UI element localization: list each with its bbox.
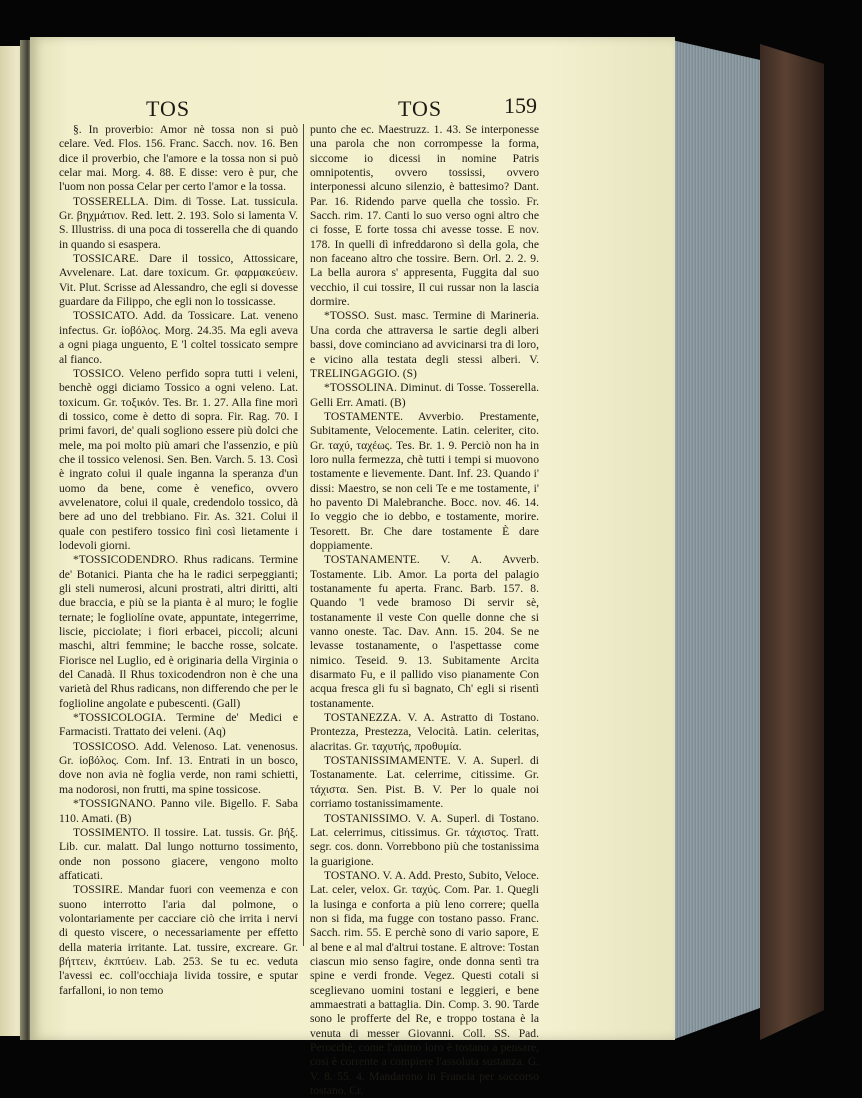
page-number: 159 <box>504 93 537 118</box>
column-divider <box>303 124 304 946</box>
book-cover <box>760 44 824 1040</box>
entry-tossicologia: *TOSSICOLOGIA. Termine de' Medici e Farmacisti. Trattato dei veleni. (Aq) <box>59 711 298 739</box>
running-head-left: TOS <box>146 96 191 121</box>
entry-tossicoso: TOSSICOSO. Add. Velenoso. Lat. venenosus. Gr. ἰοβόλος. Com. Inf. 13. Entrati in un bosco, dove non avia nè foglia verde, non rami schietti, ma nodorosi, non frutti, ma spine tossicose. <box>59 739 298 796</box>
entry-tostanezza: TOSTANEZZA. V. A. Astratto di Tostano. Prontezza, Prestezza, Velocità. Latin. celeritas, alacritas. Gr. ταχυτής, προθυμία. <box>310 711 539 753</box>
entry-tostanissimo: TOSTANISSIMO. V. A. Superl. di Tostano. Lat. celerrimus, citissimus. Gr. τάχιστος. Tratt. segr. cos. donn. Vorrebbono più che tostanissima la guarigione. <box>310 811 539 868</box>
entry-tostano: TOSTANO. V. A. Add. Presto, Subito, Veloce. Lat. celer, velox. Gr. ταχύς. Com. Par. 1. Quegli la lusinga e conforta a più leno correre; quella non si fida, ma fugge con tostano passo. Franc. Sacch. rim. 55. E perchè sono di vario sapore, E al bene e al mal d'altrui tostane. E altrove: Tostan ciascun mio senso fagire, onde donna sentì tra spine e verdi fronde. Vegez. Questi cotali si sceglievano uomini tostani e leggieri, e bene ammaestrati a battaglia. Din. Comp. 3. 90. Tarde sono le profferte del Re, e troppo tostana è la venuta di messer Giovanni. Coll. SS. Pad. Perocchè, come l'animo loro è tostano a pensare, così è corrente a compiere l'assoluta sustanza. G. V. 8. 55. 4. Mandarono in Francia per soccorso tostano. Cr. <box>310 868 539 1098</box>
entry-continuation: punto che ec. Maestruzz. 1. 43. Se interponesse una parola che non corrompesse la forma, siccome io dicessi in nomine Patris omnipotentis, ovvero tossissi, ovvero interponessi alcuno silenzio, è battesimo? Dant. Par. 16. Ridendo parve quella che tossìo. Fr. Sacch. rim. 17. Canti lo suo verso ogni altro che ci fosse, E forte tossa chi avesse tosse. E nov. 178. In quelli dì infreddarono sì della gola, che non faceano altro che tossire. Bern. Orl. 2. 2. 9. La bella aurora s' appresenta, Fuggita dal suo vecchio, il cui tossire, Il cui russar non la lascia dormire. <box>310 123 539 309</box>
right-column <box>310 123 539 1098</box>
entry-tossolina: *TOSSOLINA. Diminut. di Tosse. Tosserella. Gelli Err. Amati. (B) <box>310 381 539 409</box>
entry-tosserella: TOSSERELLA. Dim. di Tosse. Lat. tussicula. Gr. βηχμάτιον. Red. lett. 2. 193. Solo si lamenta V. S. Illustriss. di una poca di tosserella che di quando in quando si esaspera. <box>59 194 298 251</box>
entry-tossico: TOSSICO. Veleno perfido sopra tutti i veleni, benchè oggi diciamo Tossico a ogni veleno. Lat. toxicum. Gr. τοξικόν. Tes. Br. 1. 27. Alla fine morì di tossico, come è detto di sopra. Fir. Rag. 70. I primi favori, de' quali sogliono essere più dolci che mele, ma poi molto più amari che l'assenzio, e più che il tossico velenosi. Sen. Ben. Varch. 5. 13. Così è ingrato colui il quale inganna la speranza d'un uomo da bene, come è venefico, ovvero avvelenatore, colui il quale, credendolo tossico, dà bere ad uno del trebbiano. Fir. As. 321. Colui il quale con pestifero tossico finì così lietamente i lodevoli giorni. <box>59 366 298 552</box>
entry-tossimento: TOSSIMENTO. Il tossire. Lat. tussis. Gr. βήξ. Lib. cur. malatt. Dal lungo notturno tossimento, onde non possono giacere, vengono molto affaticati. <box>59 825 298 882</box>
entry-tosso: *TOSSO. Sust. masc. Termine di Marineria. Una corda che attraversa le sartie degli alberi bassi, dove cominciano ad avvicinarsi tra di loro, e vicino alla testata degli stessi alberi. V. TRELINGAGGIO. (S) <box>310 309 539 380</box>
entry-tossire: TOSSIRE. Mandar fuori con veemenza e con suono interrotto l'aria dal polmone, o volontariamente per cacciare ciò che irrita i nervi di questo viscere, o necessariamente per effetto della materia irritante. Lat. tussire, excreare. Gr. βήττειν, ἐκπτύειν. Lab. 253. Se tu ec. veduta l'avessi ec. coll'occhiaja livida tossire, e sputar farfalloni, io non temo <box>59 883 298 997</box>
entry-tossicare: TOSSICARE. Dare il tossico, Attossicare, Avvelenare. Lat. dare toxicum. Gr. φαρμακεύειν. Vit. Plut. Scrisse ad Alessandro, che egli si dovesse guardare da Filippo, che egli non lo tossicasse. <box>59 252 298 309</box>
entry-tossicato: TOSSICATO. Add. da Tossicare. Lat. veneno infectus. Gr. ἰοβόλος. Morg. 24.35. Ma egli aveva a ogni piaga unguento, E 'l coltel tossicato sempre al fianco. <box>59 309 298 366</box>
entry-tostanissimamente: TOSTANISSIMAMENTE. V. A. Superl. di Tostanamente. Lat. celerrime, citissime. Gr. τάχιστα. Sen. Pist. B. V. Per lo quale noi corriamo tostanissimamente. <box>310 754 539 811</box>
entry-tossicodendro: *TOSSICODENDRO. Rhus radicans. Termine de' Botanici. Pianta che ha le radici serpeggianti; gli steli numerosi, alcuni prostrati, altri diritti, alti due braccia, e più se la pianta è al muro; le foglie ternate; le fogliolíne ovate, appuntate, integerrime, liscie, picciolate; i fiori erbacei, piccoli; alcuni maschi, altri femmine; le bacche rosse, solcate. Fiorisce nel Luglio, ed è originaria della Virginia o del Canadà. Il Rhus toxicodendron non è che una varietà del Rhus radicans, non differendo che per le foglioline angolate e pubescenti. (Gall) <box>59 553 298 710</box>
entry-tossignano: *TOSSIGNANO. Panno vile. Bigello. F. Saba 110. Amati. (B) <box>59 797 298 825</box>
entry-tostanamente: TOSTANAMENTE. V. A. Avverb. Tostamente. Lib. Amor. La porta del palagio tostanamente fu aperta. Franc. Barb. 157. 8. Quando 'l vede bramoso Di servir sè, tostanamente il veste Con quelle donne che si vanno oneste. Tac. Dav. Ann. 15. 204. Se ne levasse tostanamente, o l'aspettasse come nimico. Teseid. 9. 13. Subitamente Arcita disarmato Fu, e il pallido viso pianamente Con acqua fresca gli fu sì bagnato, Ch' egli si risentì tostanamente. <box>310 553 539 710</box>
running-head-right: TOS <box>398 96 443 121</box>
left-column <box>59 123 298 998</box>
entry-paragraph: §. In proverbio: Amor nè tossa non si può celare. Ved. Flos. 156. Franc. Sacch. nov. 16. Ben dice il proverbio, che l'amore e la tossa non si può celar mai. Morg. 4. 88. E disse: vero è pur, che l'uom non possa Celar per certo l'amor e la tossa. <box>59 123 298 194</box>
entry-tostamente: TOSTAMENTE. Avverbio. Prestamente, Subitamente, Velocemente. Latin. celeriter, cito. Gr. ταχύ, ταχέως. Tes. Br. 1. 9. Perciò non ha in loro nulla fermezza, chè tutti i tempi si muovono tostamente e lievemente. Dant. Inf. 23. Quando i' dissi: Maestro, se non celi Te e me tostamente, i' ho pavento Di Malebranche. Bocc. nov. 46. 14. Io veggio che io debbo, e tostamente, morire. Tesorett. Br. Che dare tostamente È dare doppiamente. <box>310 409 539 552</box>
